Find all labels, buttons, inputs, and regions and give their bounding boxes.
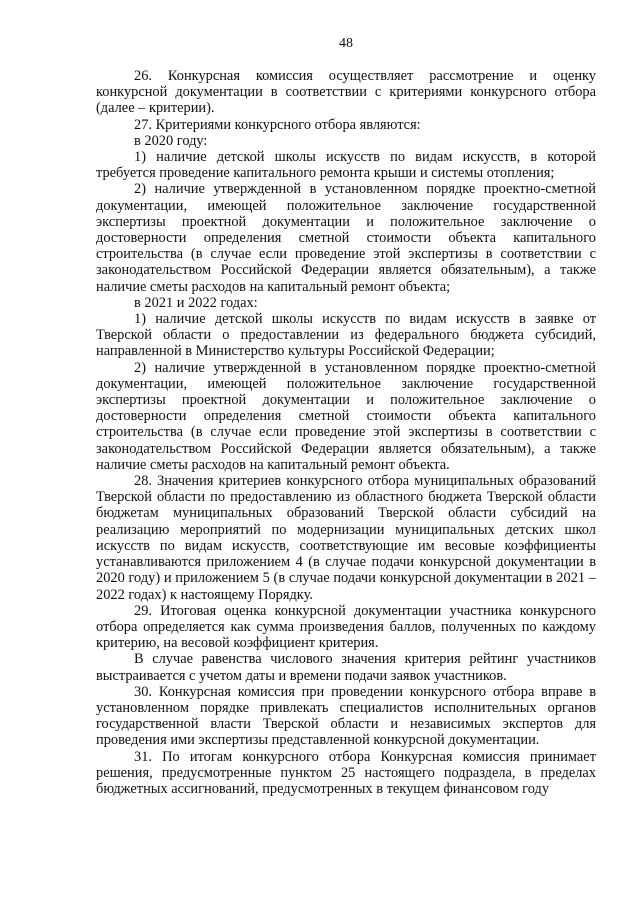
paragraph-26: 26. Конкурсная комиссия осуществляет рассмотрение и оценку конкурсной документации в соответствии с критериями конкурсного отбора (далее – критерии). — [96, 68, 596, 117]
paragraph-2020-item-1: 1) наличие детской школы искусств по видам искусств, в которой требуется проведение капитального ремонта крыши и системы отопления; — [96, 149, 596, 182]
paragraph-2021-2022-heading: в 2021 и 2022 годах: — [134, 294, 258, 311]
paragraph-2020-heading: в 2020 году: — [134, 132, 208, 149]
paragraph-28: 28. Значения критериев конкурсного отбора муниципальных образований Тверской области по предоставлению из областного бюджета Тверской области бюджетам муниципальных образований Тверской области субсидий на реализацию мероприятий по модернизации муниципальных детских школ искусств по видам искусств, соответствующие им весовые коэффициенты устанавливаются приложением 4 (в случае подачи конкурсной документации в 2020 году) и приложением 5 (в случае подачи конкурсной документации в 2021 – 2022 годах) к настоящему Порядку. — [96, 473, 596, 603]
paragraph-31: 31. По итогам конкурсного отбора Конкурсная комиссия принимает решения, предусмотренные пунктом 25 настоящего подраздела, в пределах бюджетных ассигнований, предусмотренных в текущем финансовом году — [96, 748, 596, 797]
paragraph-2021-2022-item-1: 1) наличие детской школы искусств по видам искусств в заявке от Тверской области о предоставлении из федерального бюджета субсидий, направленной в Министерство культуры Российской Федерации; — [96, 311, 596, 360]
paragraph-27: 27. Критериями конкурсного отбора являются: — [134, 116, 421, 133]
paragraph-2021-2022-item-2: 2) наличие утвержденной в установленном порядке проектно-сметной документации, имеющей положительное заключение государственной экспертизы проектной документации и положительное заключение о достоверности определения сметной стоимости объекта капитального строительства (в случае если проведение этой экспертизы в соответствии с законодательством Российской Федерации является обязательным), а также наличие сметы расходов на капитальный ремонт объекта. — [96, 359, 596, 473]
paragraph-29-tie-rule: В случае равенства числового значения критерия рейтинг участников выстраивается с учетом даты и времени подачи заявок участников. — [96, 651, 596, 684]
paragraph-2020-item-2: 2) наличие утвержденной в установленном порядке проектно-сметной документации, имеющей положительное заключение государственной экспертизы проектной документации и положительное заключение о достоверности определения сметной стоимости объекта капитального строительства (в случае если проведение этой экспертизы в соответствии с законодательством Российской Федерации является обязательным), а также наличие сметы расходов на капитальный ремонт объекта; — [96, 181, 596, 295]
paragraph-29: 29. Итоговая оценка конкурсной документации участника конкурсного отбора определяется как сумма произведения баллов, полученных по каждому критерию, на весовой коэффициент критерия. — [96, 602, 596, 652]
page-number: 48 — [339, 36, 353, 51]
paragraph-30: 30. Конкурсная комиссия при проведении конкурсного отбора вправе в установленном порядке привлекать специалистов исполнительных органов государственной власти Тверской области и независимых экспертов для проведения ими экспертизы представленной конкурсной документации. — [96, 683, 596, 749]
